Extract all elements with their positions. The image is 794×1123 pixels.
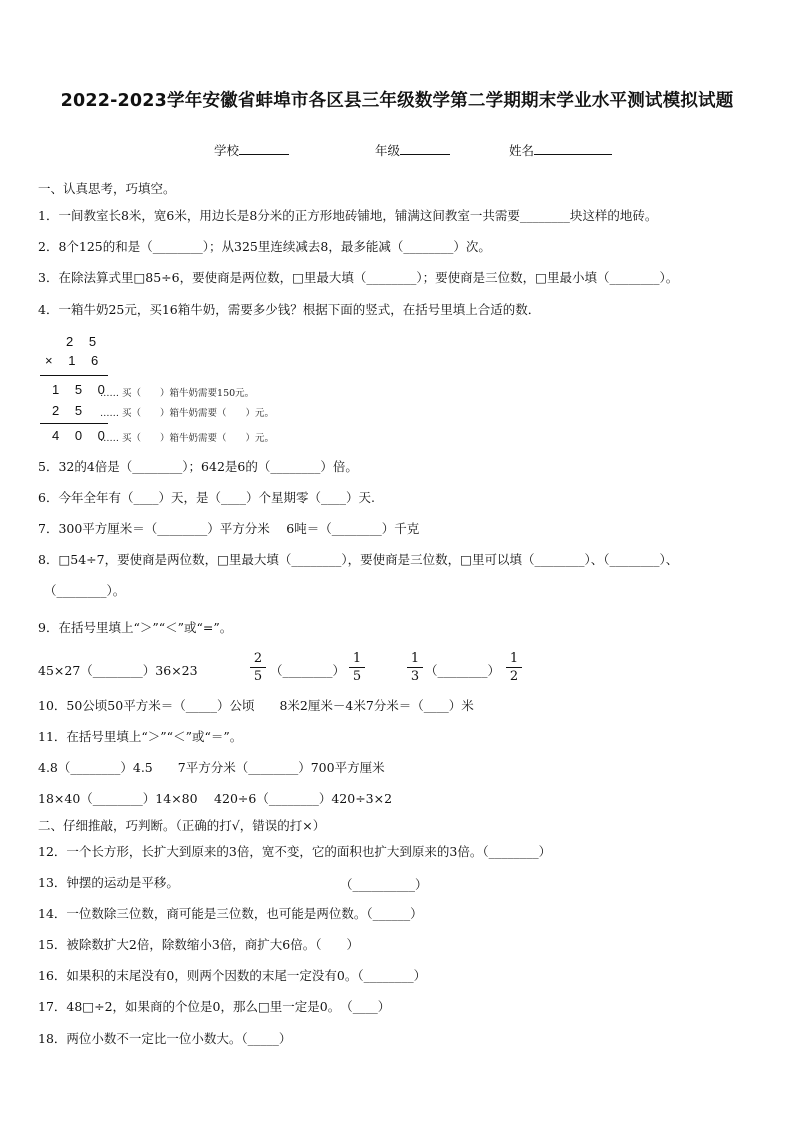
q9-compare-a: 45×27（________）36×23 (38, 663, 198, 678)
question-18: 18．两位小数不一定比一位小数大。（_____） (38, 1031, 292, 1046)
vm-row-product: 4 0 0 (52, 428, 111, 443)
fraction-bar (506, 667, 522, 668)
question-5: 5．32的4倍是（________）；642是6的（________）倍。 (38, 459, 358, 474)
vm-note-3: …… 买（ ）箱牛奶需要（ ）元。 (100, 433, 275, 444)
question-10: 10．50公顷50平方米＝（_____）公顷 8米2厘米－4米7分米＝（____）米 (38, 698, 474, 713)
vm-note-1: …… 买（ ）箱牛奶需要150元。 (100, 388, 255, 399)
grade-label: 年级 (375, 143, 401, 158)
school-field (214, 141, 289, 159)
question-16: 16．如果积的末尾没有0，则两个因数的末尾一定没有0。（________） (38, 968, 427, 983)
question-14: 14．一位数除三位数，商可能是三位数，也可能是两位数。（______） (38, 906, 423, 921)
fraction-denominator: 2 (509, 669, 519, 684)
q9-blank-c[interactable]: （________） (425, 663, 501, 678)
fraction-numerator: 1 (509, 651, 519, 666)
q9-fraction-1-2 (506, 651, 522, 684)
name-blank[interactable] (534, 142, 612, 155)
question-15: 15．被除数扩大2倍，除数缩小3倍，商扩大6倍。（ ） (38, 937, 360, 952)
fraction-numerator: 2 (253, 651, 263, 666)
q9-fraction-1-5 (349, 651, 365, 684)
question-8-line-2: （________）。 (44, 583, 126, 598)
question-2: 2．8个125的和是（________）；从325里连续减去8，最多能减（________）次。 (38, 239, 491, 254)
q9-blank-b[interactable]: （________） (270, 663, 346, 678)
vm-row-partial-1: 1 5 0 (52, 382, 111, 397)
question-4: 4．一箱牛奶25元，买16箱牛奶，需要多少钱？根据下面的竖式，在括号里填上合适的数． (38, 302, 541, 317)
fraction-bar (407, 667, 423, 668)
school-blank[interactable] (239, 142, 289, 155)
vm-note-2: …… 买（ ）箱牛奶需要（ ）元。 (100, 408, 275, 419)
name-label: 姓名 (509, 143, 535, 158)
fraction-denominator: 5 (253, 669, 263, 684)
section-1-heading: 一、认真思考，巧填空。 (38, 181, 176, 196)
question-11-row-b: 18×40（________）14×80 420÷6（________）420÷3×2 (38, 791, 393, 806)
fraction-numerator: 1 (352, 651, 362, 666)
vm-rule-1 (40, 375, 108, 376)
fraction-bar (349, 667, 365, 668)
question-11-row-a: 4.8（________）4.5 7平方分米（________）700平方厘米 (38, 760, 385, 775)
question-7: 7．300平方厘米＝（________）平方分米 6吨＝（________）千克 (38, 521, 420, 536)
question-12: 12．一个长方形，长扩大到原来的3倍，宽不变，它的面积也扩大到原来的3倍。（________） (38, 844, 552, 859)
fraction-bar (250, 667, 266, 668)
section-2-heading: 二、仔细推敲，巧判断。（正确的打√，错误的打×） (38, 818, 326, 833)
question-11: 11．在括号里填上“＞”“＜”或“＝”。 (38, 729, 243, 744)
grade-blank[interactable] (400, 142, 450, 155)
grade-field (375, 141, 450, 159)
fraction-denominator: 3 (410, 669, 420, 684)
question-17: 17．48□÷2，如果商的个位是0，那么□里一定是0。 （____） (38, 999, 391, 1014)
vm-row-partial-2: 2 5 (52, 403, 89, 418)
q9-fraction-2-5 (250, 651, 266, 684)
vm-row-multiplicand: 2 5 (66, 334, 103, 349)
question-9: 9．在括号里填上“＞”“＜”或“=”。 (38, 620, 233, 635)
question-13-blank[interactable]: （__________） (340, 877, 428, 892)
question-13: 13．钟摆的运动是平移。 (38, 875, 179, 890)
fraction-denominator: 5 (352, 669, 362, 684)
vm-row-multiplier: × 1 6 (45, 353, 105, 368)
exam-title: 2022-2023学年安徽省蚌埠市各区县三年级数学第二学期期末学业水平测试模拟试题 (60, 91, 734, 111)
question-6: 6．今年全年有（____）天，是（____）个星期零（____）天. (38, 490, 375, 505)
name-field (509, 141, 612, 159)
fraction-numerator: 1 (410, 651, 420, 666)
question-8-line-1: 8．□54÷7，要使商是两位数，□里最大填（________），要使商是三位数，□里可以填（________）、（________）、 (38, 552, 679, 567)
vm-rule-2 (40, 423, 108, 424)
q9-fraction-1-3 (407, 651, 423, 684)
question-1: 1．一间教室长8米，宽6米，用边长是8分米的正方形地砖铺地，铺满这间教室一共需要________块这样的地砖。 (38, 208, 658, 223)
school-label: 学校 (214, 143, 240, 158)
question-3: 3．在除法算式里□85÷6，要使商是两位数，□里最大填（________）；要使商是三位数，□里最小填（________）。 (38, 270, 679, 285)
